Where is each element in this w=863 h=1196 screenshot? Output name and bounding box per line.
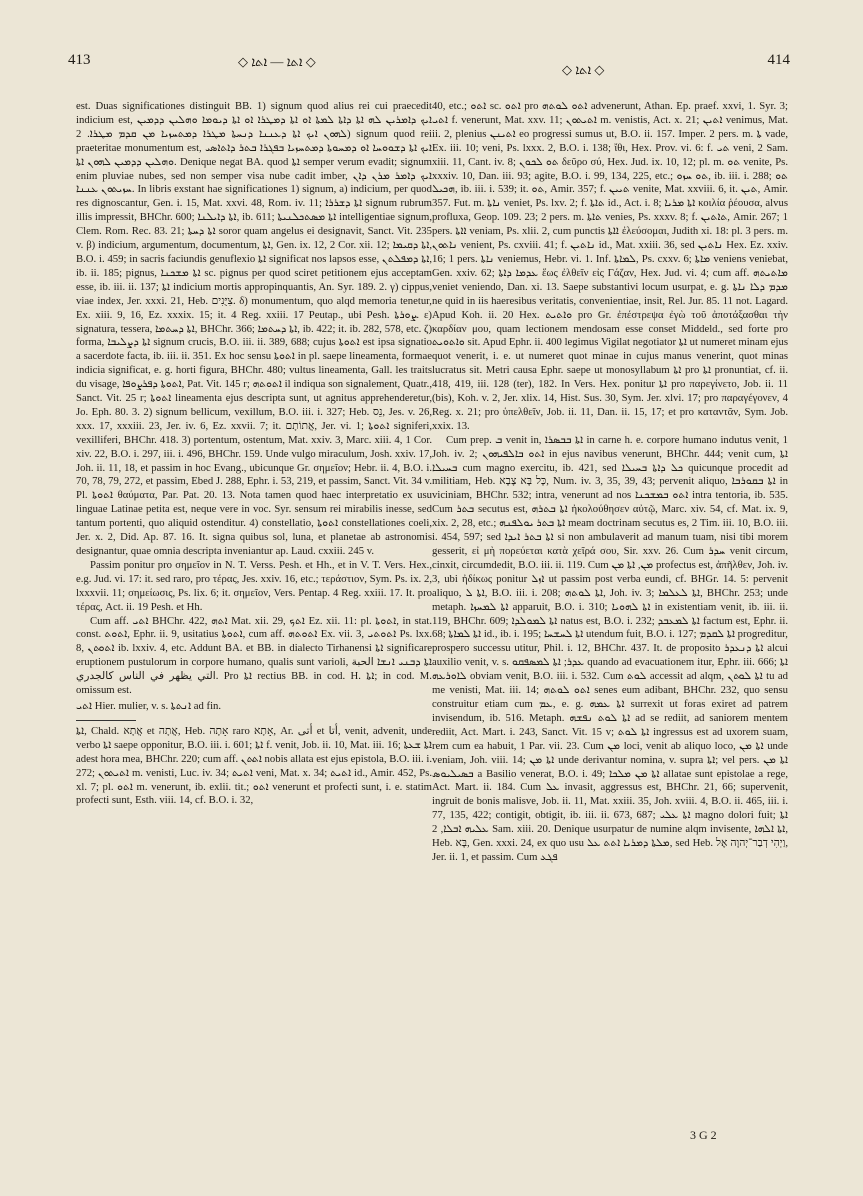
right-paragraph: Cum prep. ܒ venit in, ܐܬܐ ܒܒܣܪܐ in carne h. e. corpore humano indutus venit, 1 Joh. iv. 2; ܐܬܘ ܒܐܠܦܝܗܘܢ in ejus navibus venerunt, BHChr. 444; venit cum, ܐܬܐ ܒܚܝܠܐ cum magno exercitu, ib. 421, sed ܟܠ ܕܐܬܐ ܒܚܝܠܐ quicunque procedit ad militiam, Heb. כָּל בָּא צָבָא, Num. iv. 3, 35, 39, 43; pervenit aliquo, ܐܬܐ ܒܩܘܪܒܐ in viciniam, BHChr. 532; intra, venerunt ad nos ܐܬܘ ܒܡܫܟܢܐ intra tentoria, ib. 535. Cum ܒܬܪ secutus est, ܐܬܐ ܒܬܪܗ ἠκολούθησεν αὐτῷ, Marc. xiv. 54, cf. Mat. ix. 9, xix. 2, 28, etc.; ܐܬܐ ܒܬܪ ܝܘܠܦܢܗ meam doctrinam secutus es, 2 Tim. iii. 10, B.O. iii. i. 454, 597; sed ܐܬܐ ܒܬܪ ܐܝܕܐ si non ambulaverit ad manum tuam, nisi tibi morem gesserit, εἰ μὴ πορεύεται κατὰ χεῖρά σου, Sir. xxv. 26. Cum ܚܕܪ venit circum, cinxit, circumdedit, B.O. iii. ii. 119. Cum ܡܢ, ܐܬܐ ܡܢ profectus est, ἀπῆλθεν, Joh. iv. 3, ubi ἠδίκως ponitur ܐܙܠ ut passim post verba eundi, cf. BHGr. 14. 5: pervenit aliquo, ܐܬܐ ܠ, B.O. iii. i. 208; ܐܬܐ ܠܘܬܗ, Joh. iv. 3; ܐܬܐ ܠܥܠܡܐ, BHChr. 253; unde metaph. ܐܬܐ ܠܡܚܙܐ apparuit, B.O. i. 310; ܐܬܐ ܠܗܘܝܐ in existentiam venit, ib. iii. ii. 119, BHChr. 609; ܐܬܐ ܠܡܘܠܕܐ natus est, B.O. i. 232; ܐܬܐ ܠܡܥܒܕ factum est, Ephr. ii. 68; ܐܬܐ ܠܡܐܬܐ id., ib. i. 195; ܐܬܐ ܠܚܫܚܐ utendum fuit, B.O. i. 127; ܐܬܐ ܠܩܕܡ progreditur, prospero successu utitur, Phil. i. 12, BHChr. 437. It. de proposito ܐܬܐ ܕܢܥܕܪ alcui auxilio venit, v. s. ܥܕܪ; ܐܬܐ ܠܡܣܦܩܘ quando ad evacuationem itur, Ephr. iii. 666; ܐܬܐ ܠܐܘܪܥܗ obviam venit, B.O. iii. i. 532. Cum ܠܘܬ accessit ad alqm, ܐܬܐ ܠܘܬܢ tu ad me venisti, Mat. iii. 14; ܐܬܘ ܠܘܬܗ senes eum adibant, BHChr. 232, quo sensu construitur etiam cum ܥܡ, e. g. ܐܬܐ ܥܡܗ surrexit ut foras exiret ad patrem invisendum, ib. 516. Metaph. ܐܬܐ ܠܘܬ ܢܦܫܗ ad se rediit, ad saniorem mentem rediit, Act. Mart. i. 243, Sanct. Vit. 15 v; ܐܬܐ ܠܘܬ ingressus est ad uxorem suam, rem cum ea habuit, 1 Par. vii. 23. Cum ܡܢ loci, venit ab aliquo loco, ܐܬܐ ܡܢ unde veniam, Joh. viii. 14; ܐܬܐ ܡܢ unde derivantur nomina, v. supra ܐܬܐ; vel pers. ܐܬܐ ܡܢ ܒܣܝܠܝܘܣ a Basilio venerat, B.O. i. 49; ܐܬܐ ܡܢ ܡܠܟܐ allatae sunt epistolae a rege, Act. Mart. ii. 184. Cum ܥܠ invasit, aggressus est, BHChr. 21, 66; supervenit, ingruit de bonis malisve, Job. ii. 11, Mat. xxiii. 35, Joh. xviii. 4, B.O. ii. 465, iii. i. 77, 135, 422; contigit, obtigit, ib. iii. ii. 673, 687; ܐܬܐ ܥܠܝ magno dolori fuit; ܐܬܐ ܥܠܝܗ ܐܒܠܐ, 2 Sam. xiii. 20. Denique usurpatur de numine alqm invisente, ܐܬܐ ܐܠܗܐ, Heb. בָּא, Gen. xxxi. 24, ex quo usu ܡܠܬܐ ܕܡܪܝܐ ܐܬܬ ܥܠ, sed Heb. וַיְהִי דְבַר־יְהוָה אֶל, Jer. ii. 1, et passim. Cum ܦܓܥ — [432, 433, 788, 863]
page-number-left: 413 — [68, 52, 91, 68]
signature-mark: 3 G 2 — [690, 1128, 717, 1142]
left-paragraph: Cum aff. ܐܬܝ BHChr. 422, ܐܬܗ Mat. xii. 29, ܐܬܟ Ez. xii. 11: pl. ܐܬܘܬܐ, in stat. const. ܐܬܘܬ, Ephr. ii. 9, usitatius ܐܬܘܬܐ, cum aff. ܐܬܘܬܗ Ex. vii. 3, ܐܬܘܬܝ Ps. lxx. 8, ܐܬܘܬܢ ib. lxxiv. 4, etc. Addunt BA. et BB. in dialecto Tirhanensi ܐܬܐ significare eruptionem pustulorum in corpore humano, qualis sunt varioli, ܐܬܐ ܕܒܢܝ ܐܢܫܐ الحبة التي يظهر في الناس كالجدري. Pro ܐܬܐ rectius BB. in cod. H. ܐܬܐ; in cod. M. omissum est. — [76, 614, 432, 697]
entry-divider — [76, 720, 136, 721]
left-column — [76, 100, 432, 1130]
right-column — [432, 100, 788, 1130]
running-head-right: ◇ ܐܬܐ ◇ — [562, 62, 605, 77]
left-subentry: ܐܬܝ Hier. mulier, v. s. ܐܢܬܬܐ ad fin. — [76, 699, 222, 712]
right-paragraph: 40, etc.; ܐܬܘ sc. ܐܬܘ pro ܐܬܘ ܠܘܬܗ advenerunt, Athan. Ep. praef. xxvi, 1. Syr. 3; ܐܬܝ f. venerunt, Mat. xxv. 11; ܐܬܝܬܘܢ m. venistis, Act. x. 21; ܐܬܝܢ venimus, Mat. ii. 2, plenius ܐܬܝܢܢ eo progressi sumus ut, B.O. ii. 157. Imper. 2 pers. m. ܬܐ vade, Ex. iii. 10; veni, Ps. lxxx. 2, B.O. i. 138; ἴθι, Hex. Prov. vi. 6: f. ܬܝ veni, 2 Sam. xiii. 11, Cant. iv. 8; ܬܘ ܠܟܘܢ δεῦρο σύ, Hex. Jud. ix. 10, 12; pl. m. ܬܘ venite, Ps. xxxiv. 10, Dan. iii. 93; agite, B.O. i. 99, 134, 225, etc.; ܬܘ ܚܙܘ, ib. iii. i. 288; ܬܘ ܗܟܝܠ, ib. iii. i. 539; it. ܬܘ, Amir. 357; f. ܬܝܝܢ venite, Mat. xxviii. 6, it. ܬܝܢ, Amir. 357. Fut. m. ܢܐܬܐ veniet, Ps. lxv. 2; f. ܬܐܬܐ id., Act. i. 8; ܐܬܐ ܡܪܝܐ κοιλία ῥέουσα, alvus profluxa, Geop. 109. 23; 2 pers. m. ܬܐܬܐ venies, Ps. xxxv. 8; f. ܬܐܬܝܢ, Amir. 267; 1 pers. ܐܐܬܐ veniam, Ps. xlii. 2, cum punctis ܐܐܬܐ ἐλεύσομαι, Judith xi. 18: pl. 3 pers. m. ܢܐܬܘܢ venient, Ps. cxviii. 41; f. ܢܐܬܝܢ id., Mat. xxiii. 36, sed ܢܐܬܝܢ Hex. Ez. xxiv. 16; 1 pers. ܢܐܬܐ veniemus, Hebr. vi. 1. Inf. ܠܡܐܬܐ, Ps. cxxv. 6; ܡܐܬܐ veniens veniebat, Gen. xxiv. 62; ܥܕܡܐ ܕܐܬܐ ἕως ἐλθεῖν εἰς Γάζαν, Hex. Jud. vi. 4; cum aff. ܡܐܬܝܬܗ veniet veniendo, Dan. xi. 13. Saepe substantivi locum usurpat, e. g. ܡܕܡ ܕܠܐ ܢܐܬܐ ne quid in iis haeresibus veritatis, convenientiae, insit, Rel. Jur. 85. 11 not. Lagard. Apud Koh. ii. 20 Hex. ܘܐܬܝܬ pro Gr. ἐπέστρεψα ἐγὼ τοῦ ἀποτάξασθαι τὴν καρδίαν μου, quam lectionem mendosam esse conset Middeld., sed forte pro ܘܐܬܘܝܬ sit. Apud Ephr. ii. 400 legimus Vigilat negotiator ܐܬܐ ut numeret minam ejus quot venerit, i. e. ut numeret quot minae in cujus manus venerint, quot minas lucratus sit. Metri causa Ephr. saepe ut monosyllabum ܐܬܐ pro ܐܬܐ pronuntiat, cf. ii. 418, 419, iii. 128 (ter), 182. In Vers. Hex. ponitur ܐܬܐ pro παρεγίνετο, Job. ii. 11 (bis), Koh. v. 2, Jer. xlix. 14, Hist. Sus. 30, Sym. Jer. xlvi. 17; pro παραγέγονεν, 4 Reg. x. 21; pro ὑπελθεῖν, Job. ii. 11, Dan. ii. 15, 17; et pro καταντᾶν, Sym. Job. xxix. 13. — [432, 100, 788, 432]
page-header — [68, 52, 790, 78]
running-head-left: ◇ ܐܬܐ — ܐܬܐ ◇ — [238, 54, 316, 69]
left-paragraph: Passim ponitur pro σημεῖον in N. T. Verss. Pesh. et Hh., et in V. T. Vers. Hex., e.g. Jud. vi. 17: it. sed raro, pro τέρας, Jes. xxiv. 16, etc.; τεράστιον, Sym. Ps. ix. 2, lxxxvii. 11; σημείωσις, Ps. lix. 6; it. σημεῖον, Vers. Pentap. 4 Reg. xxiii. 17. It. pro τέρας, Act. ii. 19 Pesh. et Hh. — [76, 558, 432, 613]
left-paragraph: est. Duas significationes distinguit BB. 1) signum quod alius rei cui praecedit indicium est, ܐܝܟ ܕܐܡܪܝܢ ܠܗ ܐܬܐ ܕܐܬܐ ܠܡܬܐ ܐܘ ܐܬܐ ܕܡܛܪܐ ܐܘ ܐܬܐ ܕܝܘܡܐ ܘܗܠܝܢ ܕܕܡܝܢ ܠܗܘܢ ܐܝܟ ܐܬܐ ܕܥܢܢܐ ܕܢܚܬܐ ܡܛܪܐ ܕܡܬܚܙܝܐ ܡܢ ܩܕܡ ܡܛܪܐ. 2) signum quod rei praeteritae monumentum est, ܐܝܟ ܐܬܐ ܕܫܘܘܚܐ ܐܘ ܕܡܚܘܬܐ ܕܡܬܚܙܝܐ ܒܦܓܪܐ ܒܬܪ ܕܐܬܐܣܝ ܘܗܠܝܢ ܕܕܡܝܢ ܠܗܘܢ ܐܬܐ. Denique negat BA. quod ܐܬܐ semper verum evadit; signum enim pluviae nubes, sed non semper visa nube cadit imber, ܐܝܟ ܕܐܡܪ ܡܪܢ ܕܐܢ ܚܙܝܬܘܢ ܥܢܢܐ. In libris exstant hae significationes 1) signum, a) indicium, per quod res dignoscantur, Gen. i. 15, Mat. xxvi. 48, Rom. iv. 11; ܐܬܐ ܕܫܪܪܐ signum rubrum illis impressit, BHChr. 600; ܐܬܐ ܕܐܝܠܢܐ, ib. 611; ܐܬܐ ܡܣܬܟܠܢܝܬܐ intelligentiae signum, Clem. Rom. Rec. 83. 21; ܐܬܐ ܕܚܬܐ soror quam angelus ei designavit, Sanct. Vit. 235 v. β) indicium, argumentum, documentum, ܐܬܐ, Gen. ix. 12, 2 Cor. xii. 12; ܐܬܐ ܕܩܝܡܐ, B.O. i. 459; in sacris faciundis genuflexio ܐܬܐ significat nos lapsos esse, ܐܬܐ ܕܡܦܠܬܢ, ib. ii. 185; pignus, ܐܬܐ ܡܫܟܢܐ sc. pignus per quod sciret petitionem ejus acceptam esse, ib. iii. ii. 137; ܐܬܐ indicium mortis appropinquantis, An. Syr. 189. 2. γ) cippus, viae index, Jer. xxxi. 21, Heb. צִיֻּנִים. δ) monumentum, quo alqd memoria tenetur, Ex. xiii. 9, 16, Ez. xxxix. 15; it. 4 Reg. xxiii. 17 Peutap., ubi Pesh. ܨܘܪܬܐ. ε) signatura, tessera, ܐܬܐ ܕܚܬܡܐ, BHChr. 366; ܐܬܐ ܕܚܬܡܐ, ib. 422; it. ib. 282, 578, etc. ζ) forma, ܐܬܐ ܕܨܠܝܒܐ signum crucis, B.O. iii. ii. 389, 688; cujus ܐܬܘܬܐ est ipsa signatio a sacerdote facta, ib. iii. ii. 351. Ex hoc sensu ܐܬܘܬܐ in pl. saepe lineamenta, formae indicia significat, e. g. horti figura, BHChr. 480; vultus lineamenta, Gall. les traits du visage, ܐܬܘܬܐ ܕܦܪܨܘܦܐ, Pat. Vit. 145 r; ܐܬܘܬܗ il indiqua son signalement, Quatr., Sanct. Vit. 25 r; ܐܬܘܬܐ lineamenta ejus descripta sunt, ut agnitus apprehenderetur, Jo. Eph. 80. 3. 2) signum bellicum, vexillum, B.O. iii. i. 327; Heb. נֵס, Jes. v. 26, xxx. 17, xxxiii. 23, Jer. iv. 6, Ez. xxvii. 7; it. אֲתוֹתָם, Jer. vi. 1; ܐܬܘܬܐ signiferi, vexilliferi, BHChr. 418. 3) portentum, ostentum, Mat. xxiv. 3, Marc. xiii. 4, 1 Cor. xiv. 22, B.O. i. 297, iii. i. 496, BHChr. 159. Unde vulgo miraculum, Josh. xxiv. 17, Joh. ii. 11, 18, et passim in hoc Evang., ubicunque Gr. σημεῖον; Hebr. ii. 4, B.O. i. 70, 78, 79, 272, et passim, Ebed J. 288, Ephr. i. 53, 219, et passim, Sanct. Vit. 34 v. Pl. ܐܬܘܬܐ θαύματα, Par. Pat. 20. 13. Nota tamen quod haec interpretatio ex usu linguae Latinae petita est, neque vere in voc. Syr. sensum rei mirabilis inesse, sed tantum portenti, quo aliquid ostenditur. 4) constellatio, ܐܬܘܬܐ constellationes coeli, Jer. x. 2, Did. Ap. 87. 16. It. signa quibus sol, luna, et planetae ab astronomis designantur, quae omnia descripta inveniantur ap. Laud. cxxiii. 245 v. — [76, 100, 432, 557]
page-number-right: 414 — [767, 52, 790, 68]
left-entry-eta: ܐܬܐ, Chald. אֲתָא et אֲתָה, Heb. אָתָה raro אָתָא, Ar. أتى et أتا, venit, advenit, unde verbo ܐܬܐ saepe opponitur, B.O. iii. i. 601; ܐܬܐ f. venit, Job. ii. 10, Mat. iii. 16; ܐܬܐ ܫܥܬܐ adest hora mea, BHChr. 220; cum aff. ܐܬܬܢ nobis allata est ejus epistola, B.O. iii. i. 272; ܐܬܝܬܘܢ m. venisti, Luc. iv. 34; ܐܬܝܬ veni, Mat. x. 34; ܐܬܝܬ id., Amir. 452, Ps. xl. 7; pl. ܐܬܘ m. venerunt, ib. exlii. tit.; ܐܬܘ venerunt et profecti sunt, i. e. statim profecti sunt, Esth. viii. 14, cf. B.O. i. 32, — [76, 724, 432, 807]
